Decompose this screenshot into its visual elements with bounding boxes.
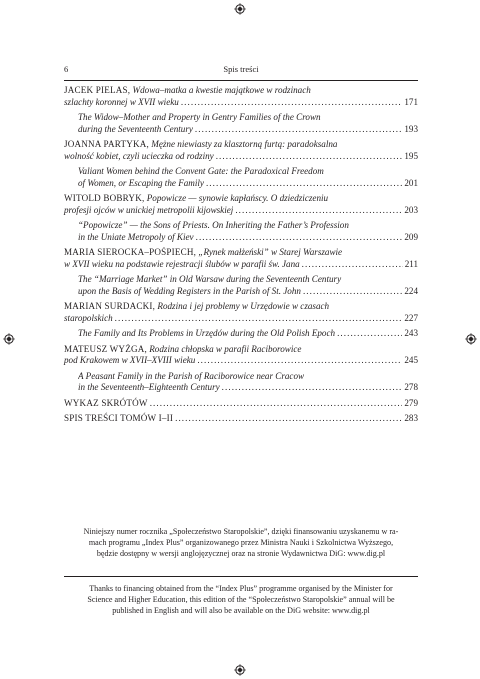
toc-entry xyxy=(64,344,418,367)
toc-page: 195 xyxy=(404,150,418,161)
toc-entry xyxy=(64,85,418,108)
running-title: Spis treści xyxy=(223,64,259,74)
toc-title-line: szlachty koronnej w XVII wieku xyxy=(64,96,179,107)
toc-subtitle-line: in the Seventeenth–Eighteenth Century xyxy=(78,382,220,392)
toc-page: 279 xyxy=(404,397,418,408)
funding-note-english xyxy=(64,583,418,617)
toc-page: 278 xyxy=(404,382,418,392)
toc-author: JACEK PIELAS, xyxy=(64,85,131,95)
leader-dots xyxy=(181,97,403,109)
toc-author: MARIA SIEROCKA–POŚPIECH, xyxy=(64,247,197,257)
registration-mark-left-icon xyxy=(3,333,15,345)
toc-author: MARIAN SURDACKI, xyxy=(64,301,156,311)
toc-subtitle-line: A Peasant Family in the Parish of Raciborowice near Cracow xyxy=(78,370,305,381)
toc-page: 209 xyxy=(404,231,418,242)
toc-title-line: „Rynek małżeński” w Starej Warszawie xyxy=(198,247,343,257)
toc-page: 203 xyxy=(404,204,418,215)
toc-title-line: Wdowa–matka a kwestie majątkowe w rodzinach xyxy=(132,85,311,95)
toc-label: SPIS TREŚCI TOMÓW I–II xyxy=(64,413,174,423)
leader-dots xyxy=(150,398,403,410)
toc-title-line: Mężne niewiasty za klasztorną furtą: paradoksalna xyxy=(151,139,338,149)
toc-entry xyxy=(64,193,418,216)
registration-mark-right-icon xyxy=(465,333,477,345)
toc-subtitle-line: in the Uniate Metropoly of Kiev xyxy=(78,231,194,242)
toc-title-line: wolność kobiet, czyli ucieczka od rodziny xyxy=(64,150,214,161)
toc-label: WYKAZ SKRÓTÓW xyxy=(64,397,148,408)
funding-note-polish xyxy=(64,526,418,560)
toc-subtitle-line: The “Marriage Market” in Old Warsaw during the Seventeenth Century xyxy=(78,274,342,284)
toc-page: 193 xyxy=(404,123,418,134)
toc-subtitle-line: of Women, or Escaping the Family xyxy=(78,177,204,188)
leader-dots xyxy=(197,355,402,367)
toc-page: 171 xyxy=(404,96,418,107)
toc-page: 211 xyxy=(404,258,418,269)
note-line: Science and Higher Education, this edition of the “Społeczeństwo Staropolskie” annual will be xyxy=(87,595,395,605)
leader-dots xyxy=(195,124,402,136)
leader-dots xyxy=(337,328,402,340)
note-line: Niniejszy numer rocznika „Społeczeństwo Staropolskie”, dzięki finansowaniu uzyskanemu w ra- xyxy=(83,527,399,536)
toc-page: 227 xyxy=(404,312,418,323)
leader-dots xyxy=(302,259,403,271)
toc-subtitle-line: upon the Basis of Wedding Registers in the Parish of St. John xyxy=(78,285,301,296)
note-line: published in English and will also be available on the DiG website: www.dig.pl xyxy=(112,606,370,616)
toc-author: MATEUSZ WYŻGA, xyxy=(64,343,147,354)
toc-page: 201 xyxy=(404,177,418,188)
toc-subtitle-line: Valiant Women behind the Convent Gate: the Paradoxical Freedom xyxy=(78,166,324,176)
note-line: mach programu „Index Plus” organizowanego przez Ministra Nauki i Szkolnictwa Wyższego, xyxy=(88,538,394,548)
toc-entry xyxy=(64,247,418,270)
toc-page: 283 xyxy=(404,413,418,423)
toc-subtitle-line: The Family and Its Problems in Urzędów during the Old Polish Epoch xyxy=(78,328,336,338)
toc-author: JOANNA PARTYKA, xyxy=(64,139,149,149)
notes-divider xyxy=(64,576,418,577)
note-line: Thanks to financing obtained from the “Index Plus” programme organised by the Minister for xyxy=(89,584,393,593)
leader-dots xyxy=(206,178,402,190)
running-header xyxy=(64,64,418,78)
toc-subentry xyxy=(64,112,418,135)
leader-dots xyxy=(115,313,403,325)
leader-dots xyxy=(303,286,402,298)
toc-subtitle-line: The Widow–Mother and Property in Gentry Families of the Crown xyxy=(78,112,321,122)
toc-page: 245 xyxy=(404,355,418,365)
toc-subentry xyxy=(64,274,418,297)
toc-entry-abbreviations xyxy=(64,398,418,410)
table-of-contents xyxy=(64,85,418,429)
registration-mark-top-icon xyxy=(234,3,246,15)
toc-subentry xyxy=(64,328,418,340)
toc-subentry xyxy=(64,371,418,394)
toc-entry xyxy=(64,139,418,162)
toc-entry-volume-contents xyxy=(64,413,418,425)
toc-subentry xyxy=(64,220,418,243)
leader-dots xyxy=(175,413,402,425)
header-rule xyxy=(64,80,418,81)
page-number: 6 xyxy=(64,64,69,74)
toc-page: 224 xyxy=(404,285,418,296)
leader-dots xyxy=(196,232,403,244)
toc-subtitle-line: during the Seventeenth Century xyxy=(78,123,193,134)
leader-dots xyxy=(216,151,403,163)
toc-title-line: Rodzina chłopska w parafii Raciborowice xyxy=(149,343,302,354)
toc-page: 243 xyxy=(404,328,418,338)
leader-dots xyxy=(235,205,402,217)
toc-title-line: pod Krakowem w XVII–XVIII wieku xyxy=(64,355,196,365)
toc-subtitle-line: “Popowicze” — the Sons of Priests. On Inheriting the Father’s Profession xyxy=(78,220,349,230)
toc-title-line: profesji ojców w unickiej metropolii kijowskiej xyxy=(64,204,234,215)
note-line: będzie dostępny w wersji anglojęzycznej oraz na stronie Wydawnictwa DiG: www.dig.pl xyxy=(96,549,386,559)
toc-title-line: Rodzina i jej problemy w Urzędowie w czasach xyxy=(157,301,330,311)
toc-title-line: w XVII wieku na podstawie rejestracji ślubów w parafii św. Jana xyxy=(64,258,300,269)
toc-title-line: staropolskich xyxy=(64,312,113,323)
toc-title-line: Popowicze — synowie kapłańscy. O dziedziczeniu xyxy=(146,193,329,203)
toc-entry xyxy=(64,301,418,324)
toc-subentry xyxy=(64,166,418,189)
toc-author: WITOLD BOBRYK, xyxy=(64,193,145,203)
registration-mark-bottom-icon xyxy=(234,664,246,676)
leader-dots xyxy=(222,382,403,394)
